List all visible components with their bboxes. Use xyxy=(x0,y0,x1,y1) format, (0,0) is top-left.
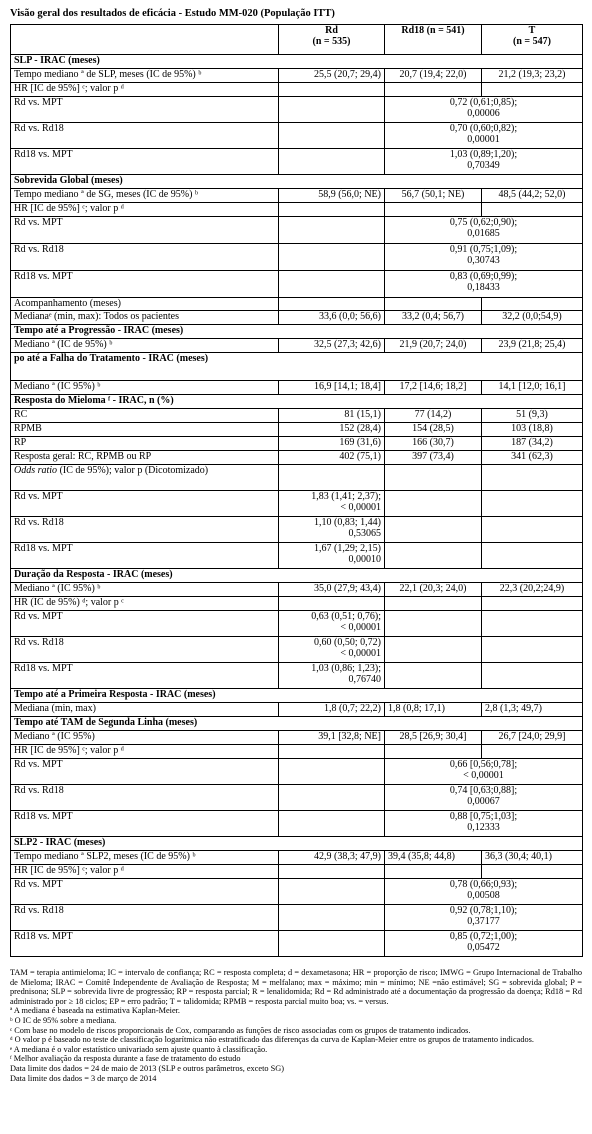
cell-empty xyxy=(279,97,385,123)
cell-value: 103 (18,8) xyxy=(482,423,583,437)
cell-value xyxy=(279,465,385,491)
table-row xyxy=(11,409,583,423)
cell-empty xyxy=(279,271,385,298)
cell-value: 17,2 [14,6; 18,2] xyxy=(385,381,482,395)
cell-value: 152 (28,4) xyxy=(279,423,385,437)
row-label: Rd18 vs. MPT xyxy=(11,149,279,175)
footnote: Data limite dos dados = 24 de maio de 2013 (SLP e outros parâmetros, exceto SG) xyxy=(10,1063,284,1073)
row-label: Rd vs. MPT xyxy=(11,879,279,905)
header-rd18-text: Rd18 (n = 541) xyxy=(401,25,465,36)
table-row xyxy=(11,97,583,123)
cell-value: 0,83 (0,69;0,99); 0,18433 xyxy=(385,271,583,298)
cell-value: 0,74 [0,63;0,88]; 0,00067 xyxy=(385,785,583,811)
row-label: Mediano ª (IC 95%) ᵇ xyxy=(11,583,279,597)
cell-empty xyxy=(385,517,482,543)
footnote: ª A mediana é baseada na estimativa Kaplan-Meier. xyxy=(10,1006,181,1016)
cell-value: 21,9 (20,7; 24,0) xyxy=(385,339,482,353)
row-label: Rd vs. MPT xyxy=(11,217,279,244)
cell-value: 0,88 [0,75;1,03]; 0,12333 xyxy=(385,811,583,837)
table-row xyxy=(11,583,583,597)
cell-value: 1,8 (0,8; 17,1) xyxy=(385,703,482,717)
row-label: HR [IC de 95%] ᶜ; valor p ᵈ xyxy=(11,203,279,217)
section-row xyxy=(11,353,583,381)
cell-value: 21,2 (19,3; 23,2) xyxy=(482,69,583,83)
cell-value: 402 (75,1) xyxy=(279,451,385,465)
cell-value xyxy=(385,865,482,879)
cell-value: 20,7 (19,4; 22,0) xyxy=(385,69,482,83)
cell-value: 1,8 (0,7; 22,2) xyxy=(279,703,385,717)
row-label: HR (IC de 95%) ᵈ; valor p ᶜ xyxy=(11,597,279,611)
cell-value: 1,83 (1,41; 2,37); < 0,00001 xyxy=(279,491,385,517)
table-row xyxy=(11,637,583,663)
cell-value: 32,5 (27,3; 42,6) xyxy=(279,339,385,353)
cell-value: 1,67 (1,29; 2,15) 0,00010 xyxy=(279,543,385,569)
cell-value xyxy=(385,597,482,611)
row-label: Rd18 vs. MPT xyxy=(11,931,279,957)
row-label: Medianaᵉ (min, max): Todos os pacientes xyxy=(11,311,279,325)
table-row xyxy=(11,437,583,451)
cell-value xyxy=(385,745,482,759)
header-rd xyxy=(279,25,385,55)
cell-value: 0,66 [0,56;0,78]; < 0,00001 xyxy=(385,759,583,785)
cell-value: 33,2 (0,4; 56,7) xyxy=(385,311,482,325)
row-label: Rd18 vs. MPT xyxy=(11,811,279,837)
header-t xyxy=(482,25,583,55)
row-label: Rd vs. Rd18 xyxy=(11,517,279,543)
cell-empty xyxy=(385,663,482,689)
cell-empty xyxy=(279,759,385,785)
cell-empty xyxy=(279,811,385,837)
cell-empty xyxy=(482,611,583,637)
row-label: Odds ratio (IC de 95%); valor p (Dicotomizado) xyxy=(11,465,279,491)
section-row xyxy=(11,175,583,189)
table-row xyxy=(11,865,583,879)
table-row xyxy=(11,69,583,83)
table-row xyxy=(11,611,583,637)
row-label: Rd vs. MPT xyxy=(11,491,279,517)
table-row xyxy=(11,491,583,517)
table-row xyxy=(11,83,583,97)
cell-value xyxy=(482,865,583,879)
cell-value xyxy=(482,83,583,97)
table-row xyxy=(11,731,583,745)
table-row xyxy=(11,811,583,837)
footnote: Data limite dos dados = 3 de março de 2014 xyxy=(10,1073,157,1083)
row-label: Rd vs. MPT xyxy=(11,611,279,637)
cell-value xyxy=(385,203,482,217)
cell-value: 22,3 (20,2;24,9) xyxy=(482,583,583,597)
header-row xyxy=(11,25,583,55)
cell-value: 341 (62,3) xyxy=(482,451,583,465)
table-row xyxy=(11,851,583,865)
cell-empty xyxy=(279,785,385,811)
cell-value: 154 (28,5) xyxy=(385,423,482,437)
header-rd18 xyxy=(385,25,482,55)
cell-empty xyxy=(385,491,482,517)
cell-value xyxy=(385,465,482,491)
table-row xyxy=(11,785,583,811)
cell-value: 28,5 [26,9; 30,4] xyxy=(385,731,482,745)
cell-value: 42,9 (38,3; 47,9) xyxy=(279,851,385,865)
row-label: Tempo mediano ª de SG, meses (IC de 95%) ᵇ xyxy=(11,189,279,203)
cell-value: 0,75 (0,62;0,90); 0,01685 xyxy=(385,217,583,244)
table-row xyxy=(11,879,583,905)
cell-empty xyxy=(482,491,583,517)
cell-empty xyxy=(482,637,583,663)
row-label: RP xyxy=(11,437,279,451)
section-label: Tempo até TAM de Segunda Linha (meses) xyxy=(11,717,583,731)
cell-value: 23,9 (21,8; 25,4) xyxy=(482,339,583,353)
cell-empty xyxy=(279,931,385,957)
section-label: po até a Falha do Tratamento - IRAC (meses) xyxy=(11,353,583,381)
cell-value: 1,03 (0,89;1,20); 0,70349 xyxy=(385,149,583,175)
table-row xyxy=(11,703,583,717)
cell-value: 56,7 (50,1; NE) xyxy=(385,189,482,203)
table-row xyxy=(11,271,583,298)
cell-value: 26,7 [24,0; 29,9] xyxy=(482,731,583,745)
row-label: Rd vs. Rd18 xyxy=(11,905,279,931)
cell-value: 0,78 (0,66;0,93); 0,00508 xyxy=(385,879,583,905)
footnote: ᵈ O valor p é baseado no teste de classificação logarítmica não estratificado das diferenças da curva de Kaplan-Meier entre os grupos de tratamento indicados. xyxy=(10,1035,534,1045)
cell-value: 22,1 (20,3; 24,0) xyxy=(385,583,482,597)
section-label: Tempo até a Progressão - IRAC (meses) xyxy=(11,325,583,339)
cell-value: 0,85 (0,72;1,00); 0,05472 xyxy=(385,931,583,957)
section-row xyxy=(11,717,583,731)
header-rd-text: Rd (n = 535) xyxy=(312,25,351,47)
cell-value: 169 (31,6) xyxy=(279,437,385,451)
cell-value: 16,9 [14,1; 18,4] xyxy=(279,381,385,395)
cell-value xyxy=(279,203,385,217)
cell-empty xyxy=(482,543,583,569)
header-blank xyxy=(11,25,279,55)
cell-value xyxy=(279,298,385,311)
cell-value: 0,92 (0,78;1,10); 0,37177 xyxy=(385,905,583,931)
cell-value: 35,0 (27,9; 43,4) xyxy=(279,583,385,597)
row-label: Tempo mediano ª SLP2, meses (IC de 95%) ᵇ xyxy=(11,851,279,865)
row-label: Mediano ª (IC 95%) ᵇ xyxy=(11,381,279,395)
row-label: HR [IC de 95%] ᶜ; valor p ᵈ xyxy=(11,83,279,97)
table-row xyxy=(11,663,583,689)
row-label: Mediano ª (IC de 95%) ᵇ xyxy=(11,339,279,353)
cell-value: 25,5 (20,7; 29,4) xyxy=(279,69,385,83)
row-label: Rd18 vs. MPT xyxy=(11,663,279,689)
table-row xyxy=(11,244,583,271)
table-row xyxy=(11,451,583,465)
section-row xyxy=(11,689,583,703)
cell-value: 1,10 (0,83; 1,44) 0,53065 xyxy=(279,517,385,543)
cell-value: 14,1 [12,0; 16,1] xyxy=(482,381,583,395)
section-label: SLP - IRAC (meses) xyxy=(11,55,583,69)
table-row xyxy=(11,203,583,217)
row-label: Mediana (min, max) xyxy=(11,703,279,717)
row-label: HR [IC de 95%] ᶜ; valor p ᵈ xyxy=(11,745,279,759)
cell-empty xyxy=(279,217,385,244)
cell-value xyxy=(482,203,583,217)
cell-value xyxy=(482,465,583,491)
footnote: ᶠ Melhor avaliação da resposta durante a fase de tratamento do estudo xyxy=(10,1054,241,1064)
cell-value: 77 (14,2) xyxy=(385,409,482,423)
cell-value: 81 (15,1) xyxy=(279,409,385,423)
cell-value: 0,60 (0,50; 0,72) < 0,00001 xyxy=(279,637,385,663)
cell-empty xyxy=(279,244,385,271)
cell-value: 0,72 (0,61;0,85); 0,00006 xyxy=(385,97,583,123)
table-row xyxy=(11,465,583,491)
footnote: ᵇ O IC de 95% sobre a mediana. xyxy=(10,1015,117,1025)
cell-value: 397 (73,4) xyxy=(385,451,482,465)
table-row xyxy=(11,517,583,543)
table-row xyxy=(11,189,583,203)
table-row xyxy=(11,759,583,785)
section-label: Duração da Resposta - IRAC (meses) xyxy=(11,569,583,583)
cell-value: 48,5 (44,2; 52,0) xyxy=(482,189,583,203)
cell-value: 1,03 (0,86; 1,23); 0,76740 xyxy=(279,663,385,689)
cell-value: 33,6 (0,0; 56,6) xyxy=(279,311,385,325)
table-row xyxy=(11,745,583,759)
table-row xyxy=(11,123,583,149)
cell-value: 39,1 [32,8; NE] xyxy=(279,731,385,745)
cell-value xyxy=(482,745,583,759)
table-row xyxy=(11,423,583,437)
row-label: Rd vs. MPT xyxy=(11,97,279,123)
table-row xyxy=(11,381,583,395)
cell-value: 51 (9,3) xyxy=(482,409,583,423)
cell-empty xyxy=(279,905,385,931)
row-label: Rd18 vs. MPT xyxy=(11,271,279,298)
footnotes xyxy=(10,968,582,1083)
row-label: Rd vs. Rd18 xyxy=(11,123,279,149)
cell-value: 39,4 (35,8; 44,8) xyxy=(385,851,482,865)
footnote: ᶜ Com base no modelo de riscos proporcionais de Cox, comparando as funções de risco associadas com os grupos de tratamento indicados. xyxy=(10,1025,471,1035)
cell-value: 166 (30,7) xyxy=(385,437,482,451)
section-row xyxy=(11,395,583,409)
row-label: Rd vs. Rd18 xyxy=(11,785,279,811)
table-row xyxy=(11,905,583,931)
row-label: Rd18 vs. MPT xyxy=(11,543,279,569)
cell-empty xyxy=(385,637,482,663)
cell-value xyxy=(279,865,385,879)
cell-value xyxy=(279,83,385,97)
cell-empty xyxy=(482,517,583,543)
table-row xyxy=(11,339,583,353)
section-row xyxy=(11,325,583,339)
section-row xyxy=(11,55,583,69)
footnote: TAM = terapia antimieloma; IC = intervalo de confiança; RC = resposta completa; d = dexametasona; HR = proporção de risco; IMWG = Grupo Internacional de Trabalho de Mieloma; IRAC = Comitê Independente de Avaliação de Resposta; M = melfalano; max = máximo; min = mínimo; NE =não estimável; SG = sobrevida global; P = prednisona; SLP = sobrevida livre de progressão; RP = resposta parcial; R = lenalidomida; Rd = Rd administrado até a documentação da progressão da doença; Rd18 = Rd administrado por ≥ 18 ciclos; EP = erro padrão; T = talidomida; RPMB = resposta parcial muito boa; vs. = versus. xyxy=(10,968,582,1006)
footnote: ᵉ A mediana é o valor estatístico univariado sem ajuste quanto à classificação. xyxy=(10,1044,268,1054)
row-label: RPMB xyxy=(11,423,279,437)
cell-value: 0,70 (0,60;0,82); 0,00001 xyxy=(385,123,583,149)
cell-empty xyxy=(385,611,482,637)
cell-value xyxy=(279,597,385,611)
cell-value xyxy=(482,597,583,611)
cell-value: 2,8 (1,3; 49,7) xyxy=(482,703,583,717)
row-label: Resposta geral: RC, RPMB ou RP xyxy=(11,451,279,465)
table-row xyxy=(11,311,583,325)
cell-value xyxy=(482,298,583,311)
cell-value xyxy=(385,83,482,97)
cell-value xyxy=(279,745,385,759)
row-label: Rd vs. MPT xyxy=(11,759,279,785)
row-label: Tempo mediano ª de SLP, meses (IC de 95%) ᵇ xyxy=(11,69,279,83)
section-label: Resposta do Mieloma ᶠ - IRAC, n (%) xyxy=(11,395,583,409)
efficacy-table xyxy=(10,24,583,957)
table-row xyxy=(11,597,583,611)
row-label: RC xyxy=(11,409,279,423)
table-row xyxy=(11,931,583,957)
section-row xyxy=(11,837,583,851)
row-label: Rd vs. Rd18 xyxy=(11,637,279,663)
table-row xyxy=(11,298,583,311)
cell-value: 0,91 (0,75;1,09); 0,30743 xyxy=(385,244,583,271)
table-row xyxy=(11,217,583,244)
cell-value: 58,9 (56,0; NE) xyxy=(279,189,385,203)
row-label: HR [IC de 95%] ᶜ; valor p ᵈ xyxy=(11,865,279,879)
cell-value xyxy=(385,298,482,311)
cell-empty xyxy=(279,123,385,149)
table-row xyxy=(11,543,583,569)
row-label: Acompanhamento (meses) xyxy=(11,298,279,311)
cell-empty xyxy=(279,149,385,175)
section-row xyxy=(11,569,583,583)
row-label: Rd vs. Rd18 xyxy=(11,244,279,271)
header-t-text: T (n = 547) xyxy=(513,25,551,47)
cell-value: 36,3 (30,4; 40,1) xyxy=(482,851,583,865)
cell-value: 0,63 (0,51; 0,76); < 0,00001 xyxy=(279,611,385,637)
cell-value: 32,2 (0,0;54,9) xyxy=(482,311,583,325)
cell-empty xyxy=(482,663,583,689)
section-label: SLP2 - IRAC (meses) xyxy=(11,837,583,851)
cell-empty xyxy=(279,879,385,905)
section-label: Tempo até a Primeira Resposta - IRAC (meses) xyxy=(11,689,583,703)
cell-empty xyxy=(385,543,482,569)
table-row xyxy=(11,149,583,175)
row-label: Mediano ª (IC 95%) xyxy=(11,731,279,745)
section-label: Sobrevida Global (meses) xyxy=(11,175,583,189)
cell-value: 187 (34,2) xyxy=(482,437,583,451)
table-title: Visão geral dos resultados de eficácia - Estudo MM-020 (População ITT) xyxy=(10,8,335,19)
